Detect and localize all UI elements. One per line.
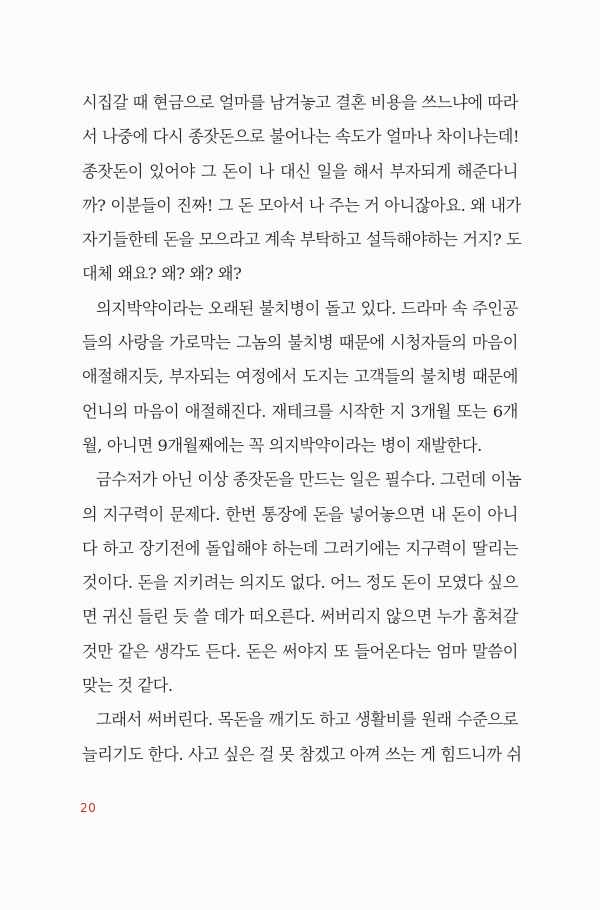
text-line: 것이다. 돈을 지키려는 의지도 없다. 어느 정도 돈이 모였다 싶으 xyxy=(82,573,518,593)
text-line: 금수저가 아닌 이상 종잣돈을 만드는 일은 필수다. 그런데 이놈 xyxy=(96,470,522,490)
text-line: 까? 이분들이 진짜! 그 돈 모아서 나 주는 거 아니잖아요. 왜 내가 xyxy=(82,195,521,215)
text-line: 언니의 마음이 애절해진다. 재테크를 시작한 지 3개월 또는 6개 xyxy=(82,401,518,421)
paragraph-2 xyxy=(82,292,518,463)
text-line: 그래서 써버린다. 목돈을 깨기도 하고 생활비를 원래 수준으로 xyxy=(96,710,518,730)
text-line: 시집갈 때 현금으로 얼마를 남겨놓고 결혼 비용을 쓰느냐에 따라 xyxy=(82,93,518,112)
text-line: 의지박약이라는 오래된 불치병이 돌고 있다. 드라마 속 주인공 xyxy=(96,298,518,318)
text-line: 다 하고 장기전에 돌입해야 하는데 그러기에는 지구력이 딸리는 xyxy=(82,538,518,558)
paragraph-3 xyxy=(82,463,522,703)
body-text xyxy=(82,86,522,772)
text-line: 것만 같은 생각도 든다. 돈은 써야지 또 들어온다는 엄마 말씀이 xyxy=(82,641,518,661)
text-line: 월, 아니면 9개월째에는 꼭 의지박약이라는 병이 재발한다. xyxy=(82,435,482,455)
paragraph-1 xyxy=(82,86,522,292)
page-number: 20 xyxy=(80,801,97,815)
text-line: 의 지구력이 문제다. 한번 통장에 돈을 넣어놓으면 내 돈이 아니 xyxy=(82,504,518,524)
text-line: 서 나중에 다시 종잣돈으로 불어나는 속도가 얼마나 차이나는데! xyxy=(82,127,520,147)
text-line: 면 귀신 들린 듯 쓸 데가 떠오른다. 써버리지 않으면 누가 훔쳐갈 xyxy=(82,607,518,627)
text-line: 맞는 것 같다. xyxy=(82,676,173,696)
text-line: 애절해지듯, 부자되는 여정에서 도지는 고객들의 불치병 때문에 xyxy=(82,367,518,387)
text-line: 종잣돈이 있어야 그 돈이 나 대신 일을 해서 부자되게 해준다니 xyxy=(82,161,518,181)
text-line: 대체 왜요? 왜? 왜? 왜? xyxy=(82,264,242,284)
text-line: 들의 사랑을 가로막는 그놈의 불치병 때문에 시청자들의 마음이 xyxy=(82,333,518,353)
text-line: 늘리기도 한다. 사고 싶은 걸 못 참겠고 아껴 쓰는 게 힘드니까 쉬 xyxy=(82,744,522,764)
text-line: 자기들한테 돈을 모으라고 계속 부탁하고 설득해야하는 거지? 도 xyxy=(82,230,522,250)
paragraph-4 xyxy=(82,703,522,772)
